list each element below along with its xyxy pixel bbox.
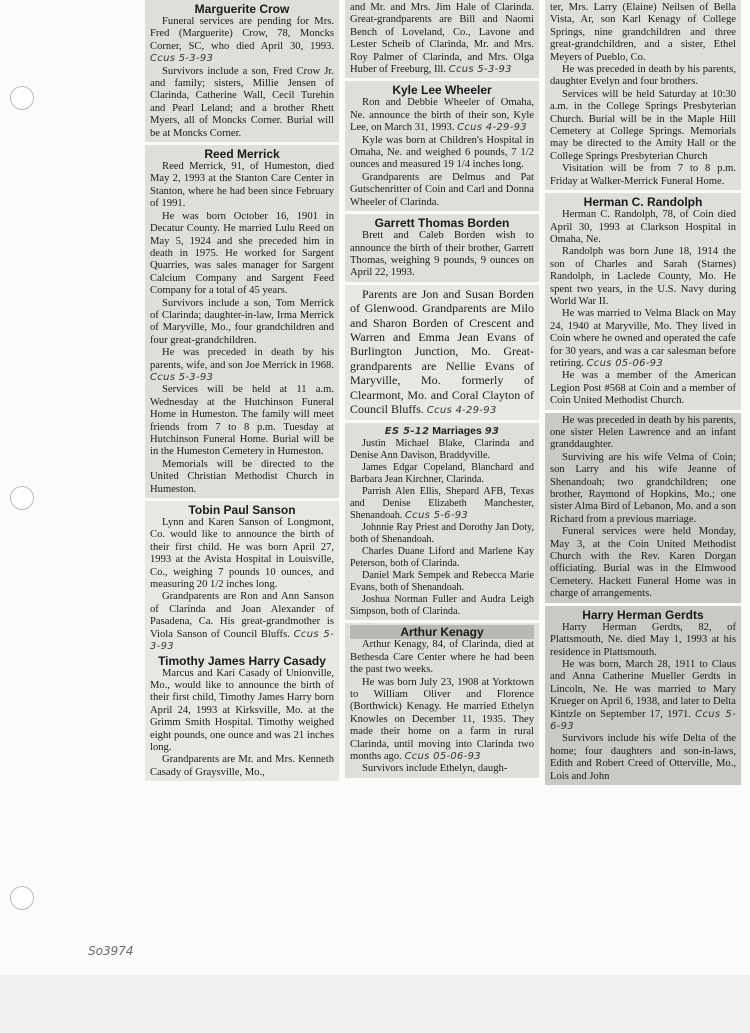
obituary-kenagy bbox=[345, 623, 539, 777]
obituary-text: He was born, March 28, 1911 to Claus and Anna Catherine Mueller Gerdts in Lincoln, Ne. He was married to Mary Krueger on April 6, 1938, and later to Delta Kintzle on September 17, 1971. Ccus 5-6-93 bbox=[550, 658, 737, 732]
obituary-text: He was preceded in death by his parents, one sister Helen Lawrence and an infant granddaughter. bbox=[550, 414, 736, 451]
obituary-text: Visitation will be from 7 to 8 p.m. Friday at Walker-Merrick Funeral Home. bbox=[550, 163, 736, 187]
obituary-text: Funeral services were held Monday, May 3, at the Coin United Methodist Church with the Rev. Karen Dorgan officiating. Burial was in the Elmwood Cemetery. Hackett Funeral Home was in charge of arrangements. bbox=[550, 526, 736, 600]
announcement-text: Grandparents are Mr. and Mrs. Kenneth Casady of Graysville, Mo., bbox=[150, 754, 334, 778]
obituary-randolph bbox=[545, 193, 741, 410]
announcement-text: Marcus and Kari Casady of Unionville, Mo., would like to announce the birth of their first child, Timothy James Harry born April 24, 1993 at Kirksville, Mo. at the Grimm Smith Hospital. Timothy weighed eight pounds, one ounce and was 21 inches long. bbox=[150, 667, 334, 753]
obituary-kenagy-continued bbox=[545, 0, 741, 190]
handwritten-note: Ccus 5-3-93 bbox=[448, 64, 512, 76]
obituary-crow bbox=[145, 0, 339, 142]
handwritten-note: Ccus 5-6-93 bbox=[550, 708, 737, 732]
marriage-item: Johnnie Ray Priest and Dorothy Jan Doty, both of Shenandoah. bbox=[350, 522, 534, 546]
obituary-text: He was preceded in death by his parents, wife, and son Joe Merrick in 1968. Ccus 5-3-93 bbox=[150, 347, 334, 383]
obituary-text: He was preceded in death by his parents, daughter Evelyn and four brothers. bbox=[550, 64, 736, 88]
announcement-text: Ron and Debbie Wheeler of Omaha, Ne. announce the birth of their son, Kyle Lee, on March 31, 1993. Ccus 4-29-93 bbox=[350, 97, 534, 134]
announcement-text: Lynn and Karen Sanson of Longmont, Co. would like to announce the birth of their first child. He was born April 27, 1993 at the Avista Hospital in Louisville, Co., weighing 7 pounds 10 ounces, and measuring 20 1/2 inches long. bbox=[150, 517, 334, 591]
marriage-item: Charles Duane Liford and Marlene Kay Peterson, both of Clarinda. bbox=[350, 546, 534, 570]
handwritten-note: 93 bbox=[484, 426, 500, 438]
obituary-text: Survivors include his wife Delta of the home; four daughters and son-in-laws, Edith and Robert Creed of Otterville, Mo., Lois and John bbox=[550, 733, 736, 782]
obituary-text: Randolph was born June 18, 1914 the son of Charles and Sarah (Starnes) Randolph, in Laclede County, Mo. He spent two years, in the U.S. Navy during World War II. bbox=[550, 246, 736, 307]
obituary-text: Surviving are his wife Velma of Coin; son Larry and his wife Jeanne of Shenandoah; two grandchildren; one brother, Raymond of Hopkins, Mo.; one sister Alma Bird of Lebanon, Mo. and a son Richard from a previous marriage. bbox=[550, 451, 736, 525]
obituary-title: Harry Herman Gerdts bbox=[582, 607, 704, 622]
handwritten-note: Ccus 5-3-93 bbox=[150, 371, 214, 383]
obituary-text: He was born July 23, 1908 at Yorktown to William Oliver and Florence (Borthwick) Kenagy. He married Ethelyn Knowles on December 11, 1935. They made their home on a farm in rural Clarinda, until moving into Clarinda two months ago. Ccus 05-06-93 bbox=[350, 676, 534, 763]
obituary-text: Reed Merrick, 91, of Humeston, died May 2, 1993 at the Stanton Care Center in Stanton, where he had been since February of 1991. bbox=[150, 161, 334, 210]
column-3 bbox=[545, 0, 741, 975]
obituary-text: Survivors include a son, Tom Merrick of Clarinda; daughter-in-law, Irma Merrick of Maryville, Mo., four grandchildren and four great-grandchildren. bbox=[150, 297, 334, 346]
obituary-text: Funeral services are pending for Mrs. Fred (Marguerite) Crow, 78, Moncks Corner, SC, who died April 30, 1993. Ccus 5-3-93 bbox=[150, 16, 334, 65]
handwritten-note: Ccus 4-29-93 bbox=[457, 122, 527, 134]
announcement-text: Kyle was born at Children's Hospital in Omaha, Ne. and weighed 6 pounds, 7 1/2 ounces and measured 19 1/4 inches long. bbox=[350, 134, 534, 171]
marriage-item: Justin Michael Blake, Clarinda and Denise Ann Davison, Braddyville. bbox=[350, 438, 534, 462]
obituary-title: Herman C. Randolph bbox=[583, 195, 703, 210]
marriages-title: Marriages bbox=[432, 425, 482, 438]
obituary-text: Memorials will be directed to the United Christian Methodist Church in Humeston. bbox=[150, 458, 334, 495]
obituary-merrick bbox=[145, 145, 339, 498]
birth-announcement-sanson bbox=[145, 501, 339, 781]
handwritten-note: ES 5-12 bbox=[384, 426, 430, 438]
binder-hole bbox=[10, 86, 34, 110]
announcement-title: Kyle Lee Wheeler bbox=[392, 83, 492, 98]
obituary-text: ter, Mrs. Larry (Elaine) Neilsen of Bella Vista, Ar, son Karl Kenagy of College Springs, nine grandchildren and three great-grandchildren, and a sister, Ethel Meyers of Pueblo, Co. bbox=[550, 2, 736, 63]
scan-margin bbox=[0, 975, 750, 1033]
handwritten-note: Ccus 05-06-93 bbox=[586, 357, 663, 369]
marriages-heading bbox=[350, 425, 534, 438]
announcement-title: Timothy James Harry Casady bbox=[158, 653, 326, 668]
obituary-text: Survivors include Ethelyn, daugh- bbox=[362, 763, 508, 775]
obituary-text: Services will be held at 11 a.m. Wednesday at the Hutchinson Funeral Home in Humeston. The family will meet friends from 7 to 8 p.m. Tuesday at Hutchinson Funeral Home. Burial will be in the Humeston Cemetery in Humeston. bbox=[150, 384, 334, 458]
obituary-title: Arthur Kenagy bbox=[350, 625, 534, 639]
obituary-text: He was a member of the American Legion Post #568 at Coin and a member of Coin United Methodist Church. bbox=[550, 370, 736, 407]
handwritten-note: Ccus 05-06-93 bbox=[404, 751, 481, 763]
handwritten-note: Ccus 4-29-93 bbox=[426, 404, 497, 416]
announcement-title: Garrett Thomas Borden bbox=[374, 216, 510, 231]
obituary-text: Harry Herman Gerdts, 82, of Plattsmouth, Ne. died May 1, 1993 at his residence in Plattsmouth. bbox=[550, 621, 736, 658]
obituary-text: Arthur Kenagy, 84, of Clarinda, died at Bethesda Care Center where he had been the past two weeks. bbox=[350, 639, 534, 676]
announcement-text: Grandparents are Delmus and Pat Gutschenritter of Coin and Carl and Donna Wheeler of Clarinda. bbox=[350, 171, 534, 208]
marriages-list bbox=[345, 423, 539, 620]
borden-grandparents bbox=[345, 285, 539, 421]
announcement-text: Brett and Caleb Borden wish to announce the birth of their brother, Garrett Thomas, weighing 9 pounds, 9 ounces on April 22, 1993. bbox=[350, 230, 534, 279]
obituary-text: Survivors include a son, Fred Crow Jr. and family; sisters, Millie Jensen of Clarinda, Catherine Wall, Cecil Turehin and Pearl Leland; and a brother Rhett Myers, all of Moncks Corner. Burial will be at Moncks Corner. bbox=[150, 65, 334, 139]
handwritten-note: Ccus 5-3-93 bbox=[150, 53, 214, 65]
announcement-text: Parents are Jon and Susan Borden of Glenwood. Grandparents are Milo and Sharon Borden of Crescent and Warren and Emma Jean Evans of Burlington Junction, Mo. Great-grandparents are Nellie Evans of Maryville, Mo. formerly of Clearmont, Mo. and Coral Clayton of Council Bluffs. Ccus 4-29-93 bbox=[350, 286, 534, 416]
announcement-title: Tobin Paul Sanson bbox=[188, 503, 296, 518]
column-2 bbox=[345, 0, 539, 975]
announcement-continued bbox=[345, 0, 539, 78]
binder-hole bbox=[10, 486, 34, 510]
obituary-text: Services will be held Saturday at 10:30 a.m. in the College Springs Presbyterian Church. Burial will be in the Maple Hill Cemetery at College Springs. Memorials may be directed to the Amity Hall or the College Springs Presbyterian Church bbox=[550, 88, 736, 162]
birth-announcement-wheeler bbox=[345, 81, 539, 211]
marriage-item: Joshua Norman Fuller and Audra Leigh Simpson, both of Clarinda. bbox=[350, 594, 534, 618]
marriage-item: Daniel Mark Sempek and Rebecca Marie Evans, both of Shenandoah. bbox=[350, 570, 534, 594]
catalog-number: So3974 bbox=[88, 944, 134, 958]
handwritten-note: Ccus 5-3-93 bbox=[150, 628, 334, 653]
handwritten-note: Ccus 5-6-93 bbox=[404, 510, 469, 522]
birth-announcement-borden bbox=[345, 214, 539, 282]
column-1 bbox=[145, 0, 339, 975]
obituary-text: Herman C. Randolph, 78, of Coin died April 30, 1993 at Clarkson Hospital in Omaha, Ne. bbox=[550, 209, 736, 245]
obituary-text: He was married to Velma Black on May 24, 1940 at Maryville, Mo. They lived in Coin where he owned and operated the cafe for 30 years, and was a car salesman before retiring. Ccus 05-06-93 bbox=[550, 308, 736, 369]
obituary-gerdts bbox=[545, 606, 741, 785]
binder-hole bbox=[10, 886, 34, 910]
marriage-item: James Edgar Copeland, Blanchard and Barbara Jean Kirchner, Clarinda. bbox=[350, 462, 534, 486]
obituary-text: He was born October 16, 1901 in Decatur County. He married Lulu Reed on May 5, 1924 and she preceded him in death in 1975. He worked for Sargent Quarries, was sales manager for Sargent Calcium Company and Sargent Feed Company for a total of 45 years. bbox=[150, 210, 334, 297]
obituary-title: Marguerite Crow bbox=[194, 2, 290, 16]
obituary-randolph-continued bbox=[545, 413, 741, 603]
obituary-title: Reed Merrick bbox=[204, 147, 280, 162]
announcement-text: and Mr. and Mrs. Jim Hale of Clarinda. Great-grandparents are Bill and Naomi Bench of Loveland, Co., Lavone and Lester Scheib of Clarinda, Mr. and Mrs. Roy Palmer of Clarinda, and Mrs. Olga Huber of Freeburg, Ill. Ccus 5-3-93 bbox=[350, 2, 534, 76]
marriage-item: Parrish Alen Ellis, Shepard AFB, Texas and Denise Elizabeth Manchester, Shenandoah. Ccus 5-6-93 bbox=[350, 486, 534, 522]
announcement-text: Grandparents are Ron and Ann Sanson of Clarinda and Joan Alexander of Pasadena, Ca. His great-grandmother is Viola Sanson of Council Bluffs. Ccus 5-3-93 bbox=[150, 591, 334, 653]
